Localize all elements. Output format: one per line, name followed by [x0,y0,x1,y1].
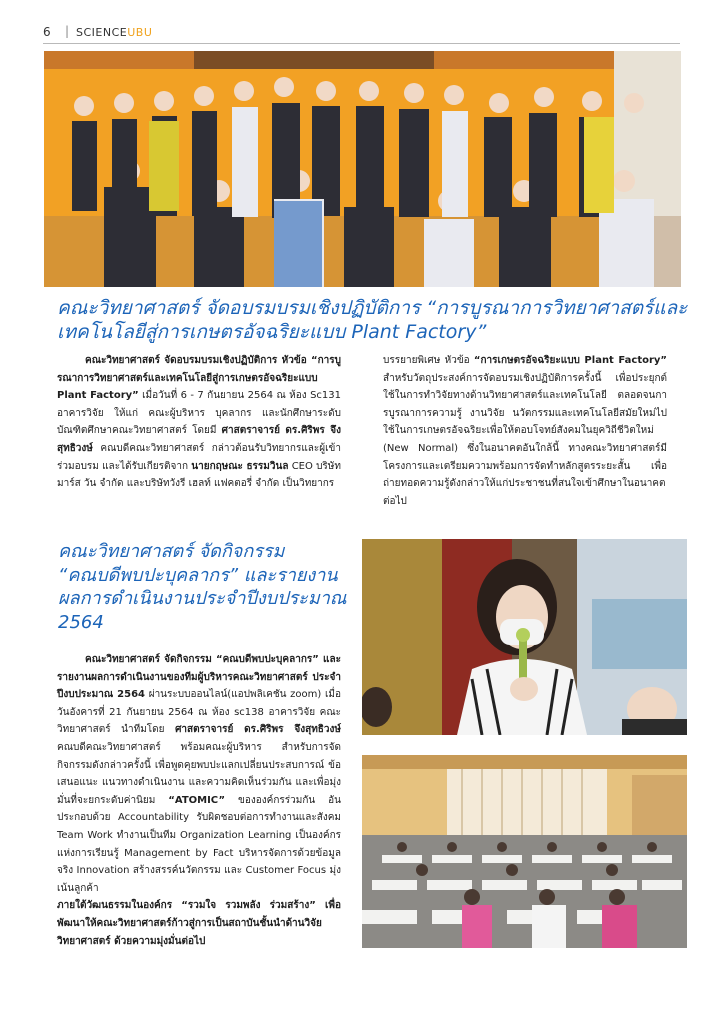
article1-title: คณะวิทยาศาสตร์ จัดอบรมบรมเชิงปฏิบัติการ “การบูรณาการวิทยาศาสตร์และเทคโนโลยีสู่การเกษตรอัจฉริยะแบบ Plant Factory” [57,297,688,343]
article2-closing: ภายใต้วัฒนธรรมในองค์กร “รวมใจ รวมพลัง ร่วมสร้าง” เพื่อพัฒนาให้คณะวิทยาศาสตร์ก้าวสู่การเป็นสถาบันชั้นนำด้านวิจัยวิทยาศาสตร์ ด้วยความมุ่งมั่นต่อไป [57,900,341,947]
atomic-values: “ATOMIC” [168,794,226,806]
group-photo [44,51,681,287]
magazine-brand [76,26,152,39]
article2-text-1: ผ่านระบบออนไลน์(แอปพลิเคชัน zoom) เมื่อวันอังคารที่ 21 กันยายน 2564 ณ ห้อง sc138 อาคารวิจัย คณะวิทยาศาสตร์ นำทีมโดย [57,689,342,736]
article2-title: คณะวิทยาศาสตร์ จัดกิจกรรม “คณบดีพบปะบุคลากร” และรายงานผลการดำเนินงานประจำปีงบประมาณ 2564 [58,541,347,633]
article2-body [57,651,341,950]
article2-text-3: ขององค์กรร่วมกัน อันประกอบด้วย Accountability รับผิดชอบต่อการทำงานและสังคม Team Work ทำงานเป็นทีม Organization Learning เป็นองค์กรแห่งการเรียนรู้ Management by Fact บริหารจัดการด้วยข้อมูลจริง Innovation สร้างสรรค์นวัตกรรม และ Customer Focus มุ่งเน้นลูกค้า [57,794,341,894]
dean-name: ศาสตราจารย์ ดร.ศิริพร จึงสุทธิวงษ์ [57,425,341,454]
article1-lead: คณะวิทยาศาสตร์ จัดอบรมบรมเชิงปฏิบัติการ หัวข้อ “การบูรณาการวิทยาศาสตร์และเทคโนโลยีสู่การเกษตรอัจฉริยะแบบ Plant Factory” [57,355,341,402]
article2-text-2: คณบดีคณะวิทยาศาสตร์ พร้อมคณะผู้บริหาร สำหรับการจัดกิจกรรมดังกล่าวครั้งนี้ เพื่อพูดคุยพบปะแลกเปลี่ยนประสบการณ์ ข้อเสนอแนะ แนวทางดำเนินงาน และความคิดเห็นร่วมกัน และเพื่อมุ่งมั่นที่จะยกระดับค่านิยม [57,741,341,806]
article1-text-2: คณบดีคณะวิทยาศาสตร์ กล่าวต้อนรับวิทยากรและผู้เข้าร่วมอบรม และได้รับเกียรติจาก [57,442,341,472]
brand-accent: UBU [127,26,153,39]
speaker-photo [362,539,687,735]
article1-right-text-2: สำหรับวัตถุประสงค์การจัดอบรมเชิงปฏิบัติการครั้งนี้ เพื่อประยุกต์ใช้ในการทำวิจัยทางด้านวิทยาศาสตร์และเทคโนโลยี ตลอดจนการบูรณาการความรู้ งานวิจัย นวัตกรรมและเทคโนโลยีสมัยใหม่ไปใช้ในการเกษตรอัจฉริยะเพื่อให้ตอบโจทย์สังคมในยุควิถีชีวิตใหม่ (New Normal) ซึ่งในอนาคตอันใกล้นี้ ทางคณะวิทยาศาสตร์มีโครงการและเตรียมความพร้อมการจัดทำหลักสูตรระยะสั้น เพื่อถ่ายทอดความรู้ดังกล่าวให้แก่ประชาชนที่สนใจเข้าศึกษาในอนาคตต่อไป [383,372,667,507]
lecture-topic: “การเกษตรอัจฉริยะแบบ Plant Factory” [473,355,667,366]
page-header [43,25,680,44]
dean-name-2: ศาสตราจารย์ ดร.ศิริพร จึงสุทธิวงษ์ [175,724,341,736]
article1-text-1: เมื่อวันที่ 6 - 7 กันยายน 2564 ณ ห้อง Sc131 อาคารวิจัย ให้แก่ คณะผู้บริหาร บุคลากร และนักศึกษาระดับบัณฑิตศึกษาคณะวิทยาศาสตร์ โดยมี [57,390,342,437]
header-separator: | [65,24,70,38]
speaker-name: นายกฤษณะ ธรรมวินล [191,460,289,472]
audience-photo [362,755,687,948]
article1-right-column [383,352,667,510]
page-number: 6 [43,25,51,39]
article2-lead: คณะวิทยาศาสตร์ จัดกิจกรรม “คณบดีพบปะบุคลากร” และรายงานผลการดำเนินงานของทีมผู้บริหารคณะวิทยาศาสตร์ ประจำปีงบประมาณ 2564 [57,654,341,701]
article1-text-3: CEO บริษัท มาร์ส วัน จำกัด และบริษัทวังรี เฮลท์ แฟคตอรี่ จำกัด เป็นวิทยากร [57,460,341,490]
brand-main: SCIENCE [76,26,128,39]
article1-left-column [57,352,341,493]
article1-right-text-1: บรรยายพิเศษ หัวข้อ [383,355,474,366]
